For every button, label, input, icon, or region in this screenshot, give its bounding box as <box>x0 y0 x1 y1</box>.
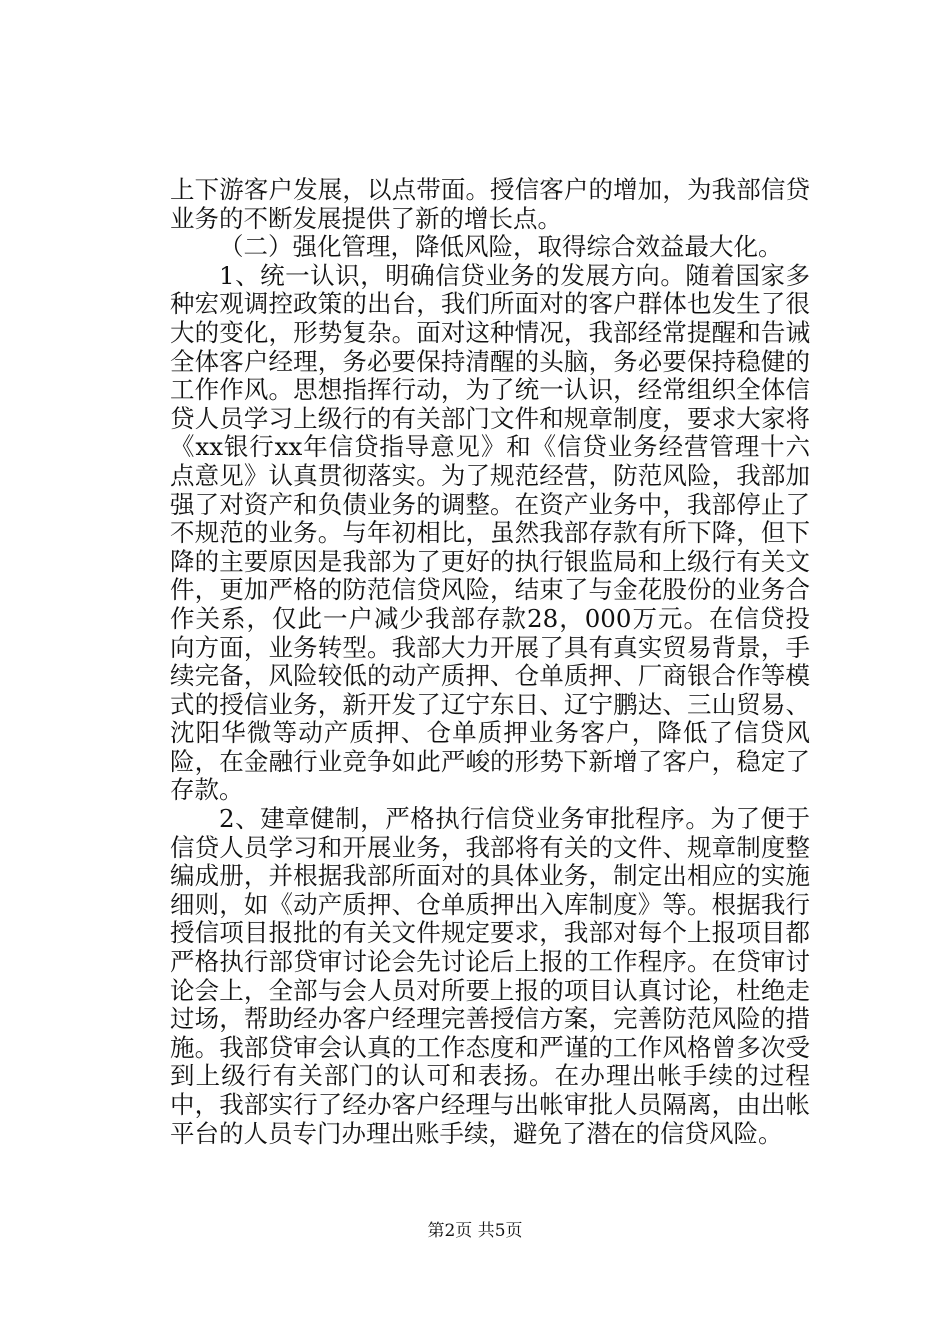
paragraph-item-2: 2、建章健制，严格执行信贷业务审批程序。为了便于信贷人员学习和开展业务，我部将有关的文件、规章制度整编成册，并根据我部所面对的具体业务，制定出相应的实施细则，如《动产质押、仓单质押出入库制度》等。根据我行授信项目报批的有关文件规定要求，我部对每个上报项目都严格执行部贷审讨论会先讨论后上报的工作程序。在贷审讨论会上，全部与会人员对所要上报的项目认真讨论，杜绝走过场，帮助经办客户经理完善授信方案，完善防范风险的措施。我部贷审会认真的工作态度和严谨的工作风格曾多次受到上级行有关部门的认可和表扬。在办理出帐手续的过程中，我部实行了经办客户经理与出帐审批人员隔离，由出帐平台的人员专门办理出账手续，避免了潜在的信贷风险。 <box>170 804 810 1148</box>
page-footer: 第2页 共5页 <box>427 1221 523 1241</box>
paragraph-item-1: 1、统一认识，明确信贷业务的发展方向。随着国家多种宏观调控政策的出台，我们所面对的客户群体也发生了很大的变化，形势复杂。面对这种情况，我部经常提醒和告诫全体客户经理，务必要保持清醒的头脑，务必要保持稳健的工作作风。思想指挥行动，为了统一认识，经常组织全体信贷人员学习上级行的有关部门文件和规章制度，要求大家将《xx银行xx年信贷指导意见》和《信贷业务经营管理十六点意见》认真贯彻落实。为了规范经营，防范风险，我部加强了对资产和负债业务的调整。在资产业务中，我部停止了不规范的业务。与年初相比，虽然我部存款有所下降，但下降的主要原因是我部为了更好的执行银监局和上级行有关文件，更加严格的防范信贷风险，结束了与金花股份的业务合作关系，仅此一户减少我部存款28，000万元。在信贷投向方面，业务转型。我部大力开展了具有真实贸易背景，手续完备，风险较低的动产质押、仓单质押、厂商银合作等模式的授信业务，新开发了辽宁东日、辽宁鹏达、三山贸易、沈阳华微等动产质押、仓单质押业务客户，降低了信贷风险，在金融行业竞争如此严峻的形势下新增了客户，稳定了存款。 <box>170 260 810 805</box>
document-body <box>170 176 810 1148</box>
paragraph-continuation: 上下游客户发展，以点带面。授信客户的增加，为我部信贷业务的不断发展提供了新的增长点。 <box>170 175 810 233</box>
section-heading: （二）强化管理，降低风险，取得综合效益最大化。 <box>219 232 783 262</box>
